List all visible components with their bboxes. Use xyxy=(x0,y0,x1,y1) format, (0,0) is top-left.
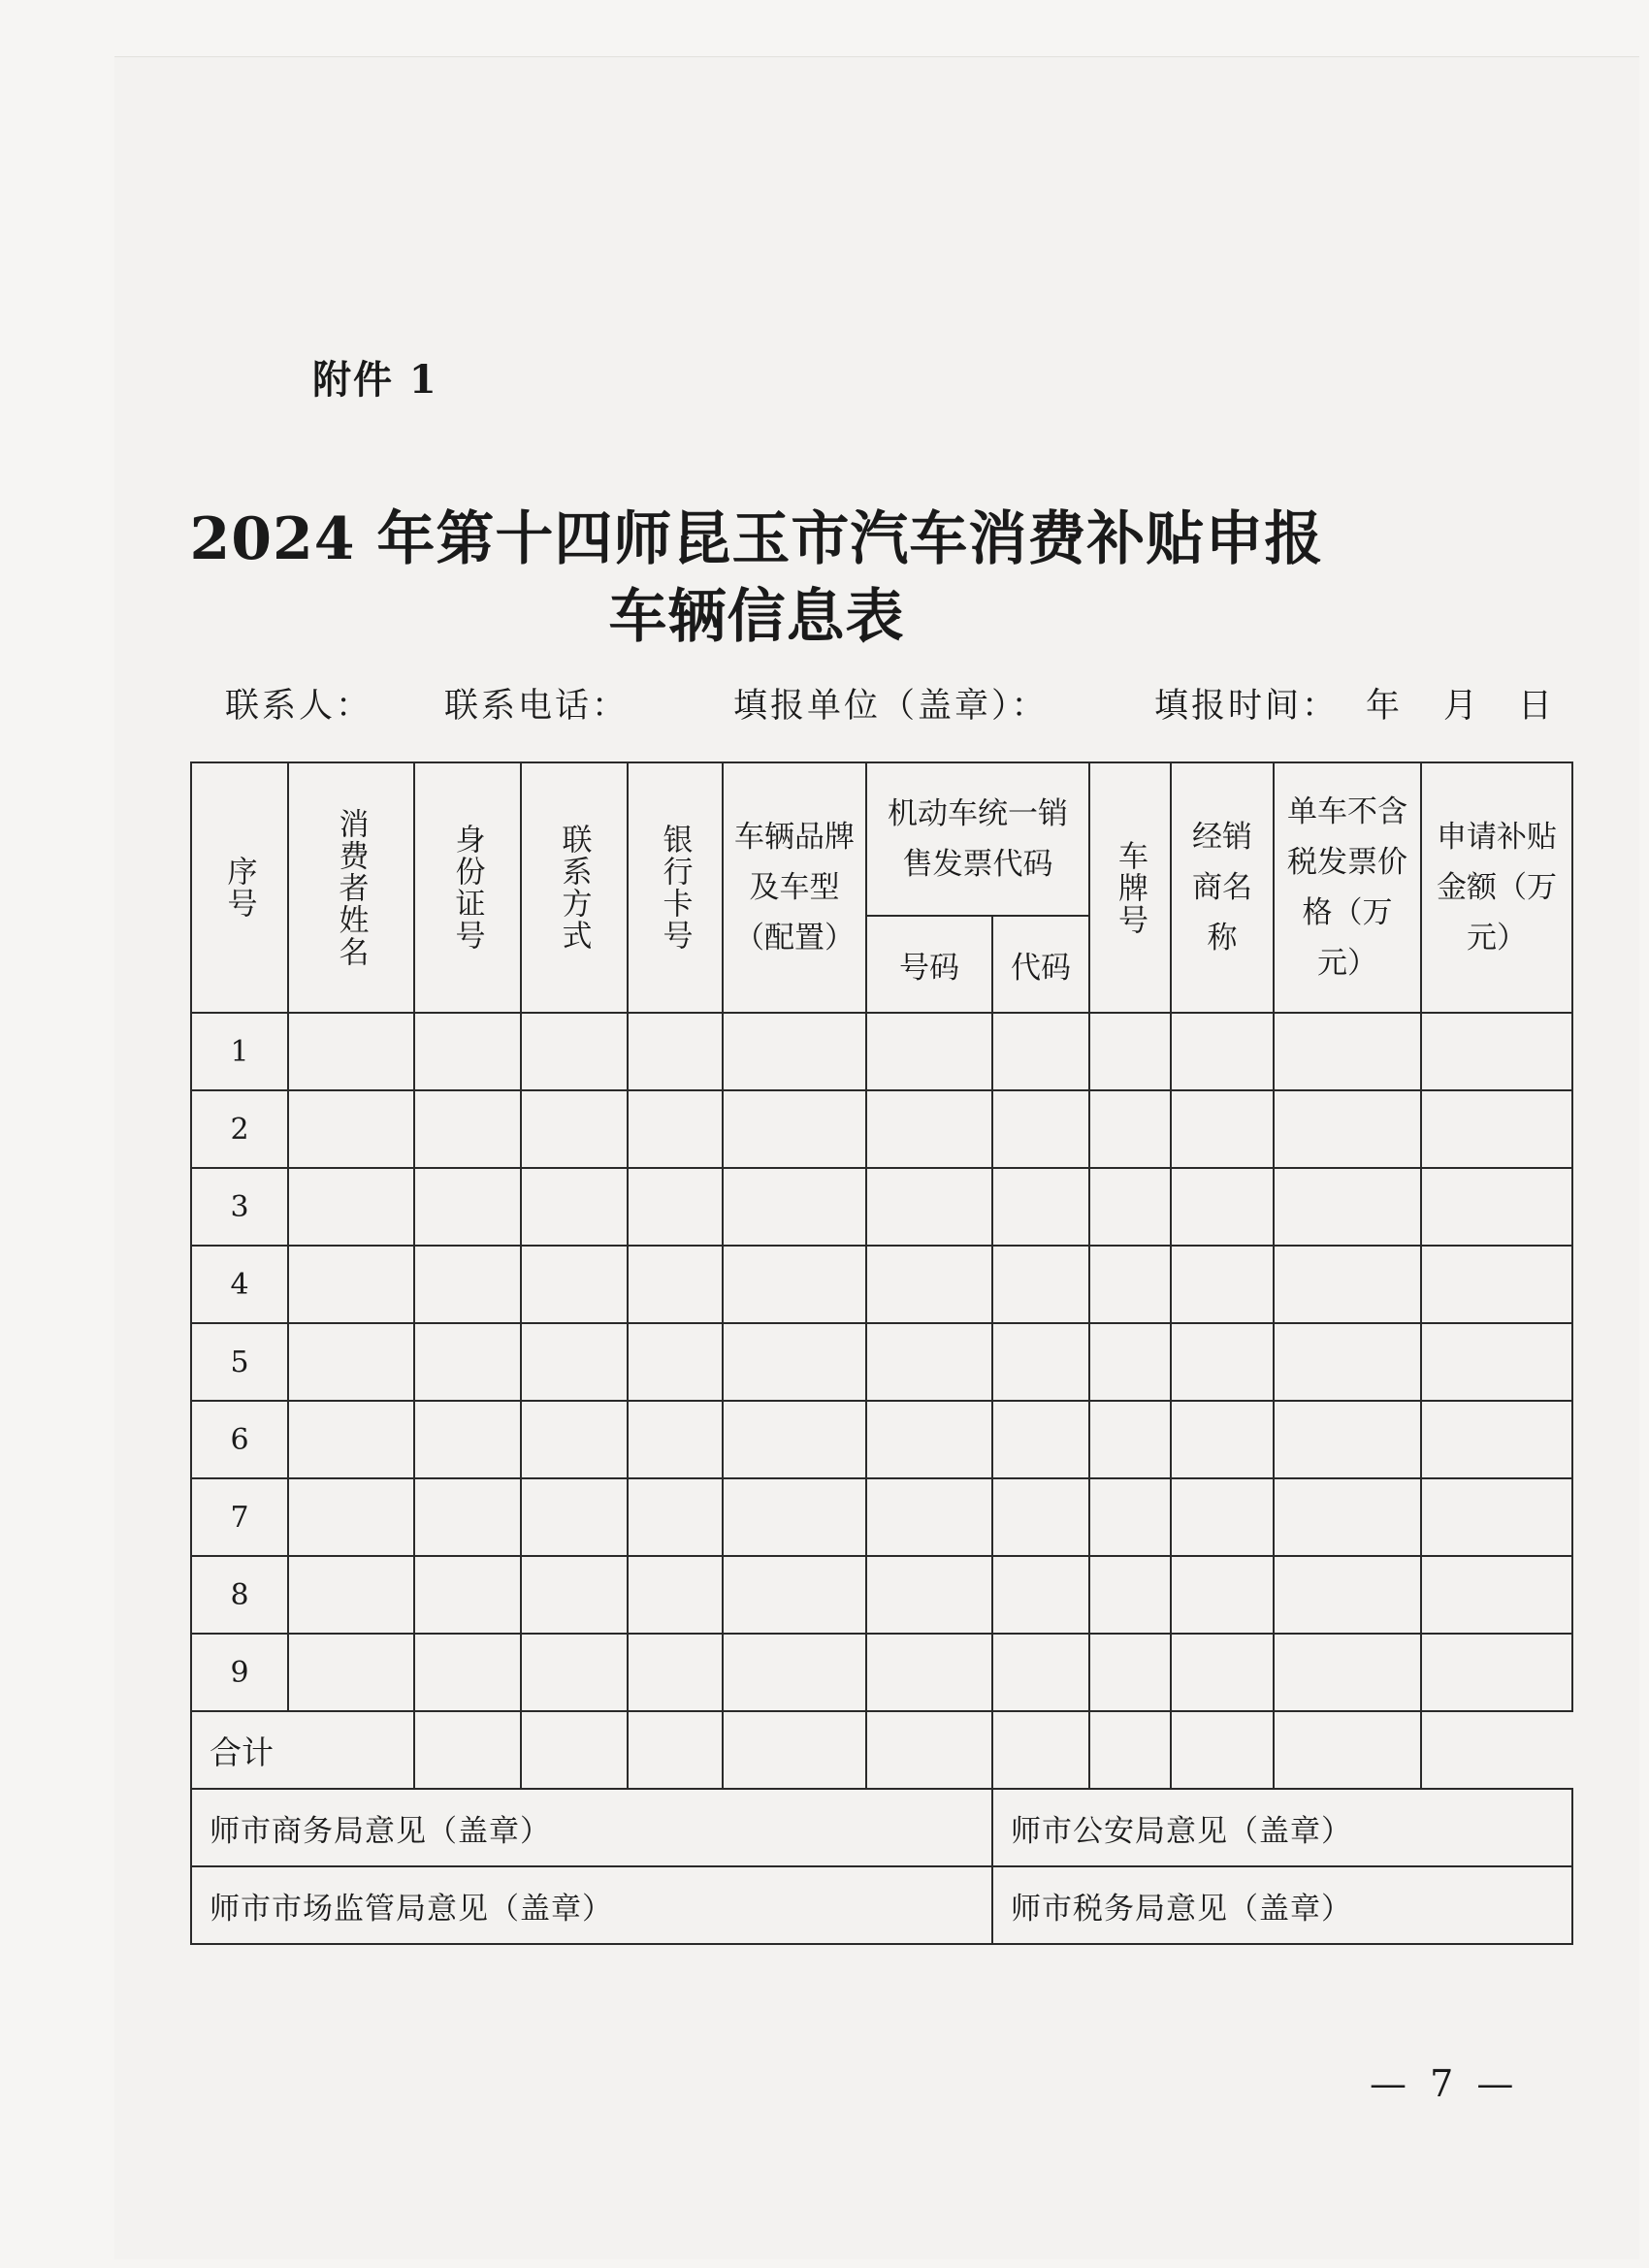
cell xyxy=(1274,1478,1421,1556)
cell xyxy=(288,1478,414,1556)
cell xyxy=(414,1556,521,1634)
cell xyxy=(1089,1168,1171,1246)
cell xyxy=(866,1246,992,1323)
cell xyxy=(1421,1634,1572,1711)
cell xyxy=(1171,1634,1274,1711)
row-number: 5 xyxy=(191,1323,288,1401)
cell xyxy=(1171,1556,1274,1634)
cell xyxy=(992,1246,1089,1323)
cell xyxy=(288,1634,414,1711)
cell xyxy=(992,1090,1089,1168)
phone-label: 联系电话： xyxy=(444,687,630,726)
cell xyxy=(628,1013,723,1090)
cell xyxy=(414,1478,521,1556)
table-row xyxy=(191,1634,1572,1711)
header-plate: 车牌号 xyxy=(1089,762,1171,1013)
cell xyxy=(866,1013,992,1090)
row-number: 1 xyxy=(191,1013,288,1090)
cell xyxy=(414,1401,521,1478)
cell xyxy=(723,1246,866,1323)
cell xyxy=(1089,1556,1171,1634)
row-number: 6 xyxy=(191,1401,288,1478)
table-row xyxy=(191,1323,1572,1401)
table-row xyxy=(191,1401,1572,1478)
time-label: 填报时间： xyxy=(1154,687,1340,726)
header-invoice: 机动车统一销售发票代码 xyxy=(866,762,1089,916)
cell xyxy=(723,1013,866,1090)
cell xyxy=(1274,1711,1421,1789)
month-label: 月 xyxy=(1443,687,1481,726)
cell xyxy=(521,1556,628,1634)
cell xyxy=(628,1323,723,1401)
cell xyxy=(1089,1090,1171,1168)
cell xyxy=(723,1478,866,1556)
cell xyxy=(288,1323,414,1401)
cell xyxy=(723,1090,866,1168)
cell xyxy=(1171,1168,1274,1246)
market-opinion: 师市市场监管局意见（盖章） xyxy=(191,1866,992,1944)
cell xyxy=(866,1556,992,1634)
cell xyxy=(414,1634,521,1711)
cell xyxy=(288,1168,414,1246)
cell xyxy=(521,1478,628,1556)
cell xyxy=(1421,1556,1572,1634)
cell xyxy=(521,1711,628,1789)
table-row xyxy=(191,1478,1572,1556)
cell xyxy=(414,1168,521,1246)
cell xyxy=(1171,1323,1274,1401)
attachment-label: 附件 1 xyxy=(312,357,438,403)
table-row xyxy=(191,1013,1572,1090)
police-opinion: 师市公安局意见（盖章） xyxy=(992,1789,1572,1866)
cell xyxy=(288,1090,414,1168)
cell xyxy=(628,1090,723,1168)
cell xyxy=(1274,1323,1421,1401)
cell xyxy=(992,1168,1089,1246)
opinion-row-2 xyxy=(191,1866,1572,1944)
cell xyxy=(1274,1556,1421,1634)
cell xyxy=(1421,1168,1572,1246)
cell xyxy=(992,1323,1089,1401)
cell xyxy=(1171,1478,1274,1556)
row-number: 3 xyxy=(191,1168,288,1246)
cell xyxy=(521,1246,628,1323)
cell xyxy=(1421,1323,1572,1401)
header-id-number: 身份证号 xyxy=(414,762,521,1013)
header-seq: 序号 xyxy=(191,762,288,1013)
cell xyxy=(1089,1634,1171,1711)
day-label: 日 xyxy=(1518,687,1556,726)
cell xyxy=(992,1478,1089,1556)
page-title-line1: 2024 年第十四师昆玉市汽车消费补贴申报 xyxy=(189,505,1324,573)
cell xyxy=(288,1246,414,1323)
total-row xyxy=(191,1711,1572,1789)
cell xyxy=(1421,1013,1572,1090)
cell xyxy=(866,1401,992,1478)
header-dealer: 经销商名称 xyxy=(1171,762,1274,1013)
header-price: 单车不含税发票价格（万元） xyxy=(1274,762,1421,1013)
year-label: 年 xyxy=(1366,687,1404,726)
cell xyxy=(1089,1323,1171,1401)
cell xyxy=(1421,1246,1572,1323)
table-row xyxy=(191,1168,1572,1246)
cell xyxy=(628,1168,723,1246)
cell xyxy=(521,1401,628,1478)
cell xyxy=(414,1323,521,1401)
cell xyxy=(866,1090,992,1168)
cell xyxy=(414,1090,521,1168)
cell xyxy=(723,1401,866,1478)
cell xyxy=(723,1168,866,1246)
contact-label: 联系人： xyxy=(225,687,373,726)
cell xyxy=(866,1323,992,1401)
header-invoice-code: 代码 xyxy=(992,916,1089,1013)
table-row xyxy=(191,1246,1572,1323)
cell xyxy=(521,1323,628,1401)
cell xyxy=(628,1634,723,1711)
cell xyxy=(1421,1090,1572,1168)
cell xyxy=(723,1711,866,1789)
cell xyxy=(992,1634,1089,1711)
cell xyxy=(521,1013,628,1090)
cell xyxy=(628,1401,723,1478)
vehicle-info-table xyxy=(190,761,1573,1945)
row-number: 9 xyxy=(191,1634,288,1711)
cell xyxy=(1274,1090,1421,1168)
cell xyxy=(1089,1711,1171,1789)
cell xyxy=(1421,1401,1572,1478)
cell xyxy=(1274,1401,1421,1478)
cell xyxy=(723,1556,866,1634)
page-number: — 7 — xyxy=(1370,2062,1520,2105)
table-row xyxy=(191,1090,1572,1168)
cell xyxy=(288,1556,414,1634)
cell xyxy=(1089,1401,1171,1478)
cell xyxy=(866,1168,992,1246)
cell xyxy=(1171,1090,1274,1168)
cell xyxy=(1089,1478,1171,1556)
cell xyxy=(723,1323,866,1401)
row-number: 4 xyxy=(191,1246,288,1323)
row-number: 2 xyxy=(191,1090,288,1168)
cell xyxy=(723,1634,866,1711)
tax-opinion: 师市税务局意见（盖章） xyxy=(992,1866,1572,1944)
cell xyxy=(414,1246,521,1323)
unit-label: 填报单位（盖章）： xyxy=(733,687,1049,726)
cell xyxy=(1171,1401,1274,1478)
cell xyxy=(521,1168,628,1246)
header-brand-model: 车辆品牌及车型（配置） xyxy=(723,762,866,1013)
header-bank-card: 银行卡号 xyxy=(628,762,723,1013)
cell xyxy=(628,1246,723,1323)
cell xyxy=(992,1711,1089,1789)
cell xyxy=(521,1090,628,1168)
opinion-row-1 xyxy=(191,1789,1572,1866)
cell xyxy=(1274,1246,1421,1323)
cell xyxy=(628,1711,723,1789)
row-number: 8 xyxy=(191,1556,288,1634)
cell xyxy=(414,1013,521,1090)
cell xyxy=(628,1478,723,1556)
header-consumer-name: 消费者姓名 xyxy=(288,762,414,1013)
row-number: 7 xyxy=(191,1478,288,1556)
cell xyxy=(1274,1168,1421,1246)
header-subsidy: 申请补贴金额（万元） xyxy=(1421,762,1572,1013)
cell xyxy=(1089,1246,1171,1323)
header-contact-method: 联系方式 xyxy=(521,762,628,1013)
header-invoice-number: 号码 xyxy=(866,916,992,1013)
cell xyxy=(1274,1013,1421,1090)
cell xyxy=(992,1013,1089,1090)
cell xyxy=(1274,1634,1421,1711)
cell xyxy=(992,1556,1089,1634)
cell xyxy=(1089,1013,1171,1090)
cell xyxy=(1171,1013,1274,1090)
cell xyxy=(866,1478,992,1556)
total-label: 合计 xyxy=(191,1711,414,1789)
cell xyxy=(866,1634,992,1711)
cell xyxy=(414,1711,521,1789)
cell xyxy=(866,1711,992,1789)
cell xyxy=(288,1401,414,1478)
page-title-line2: 车辆信息表 xyxy=(608,583,905,651)
cell xyxy=(1421,1478,1572,1556)
cell xyxy=(1171,1246,1274,1323)
cell xyxy=(521,1634,628,1711)
cell xyxy=(628,1556,723,1634)
cell xyxy=(992,1401,1089,1478)
cell xyxy=(288,1013,414,1090)
cell xyxy=(1171,1711,1274,1789)
table-row xyxy=(191,1556,1572,1634)
commerce-opinion: 师市商务局意见（盖章） xyxy=(191,1789,992,1866)
